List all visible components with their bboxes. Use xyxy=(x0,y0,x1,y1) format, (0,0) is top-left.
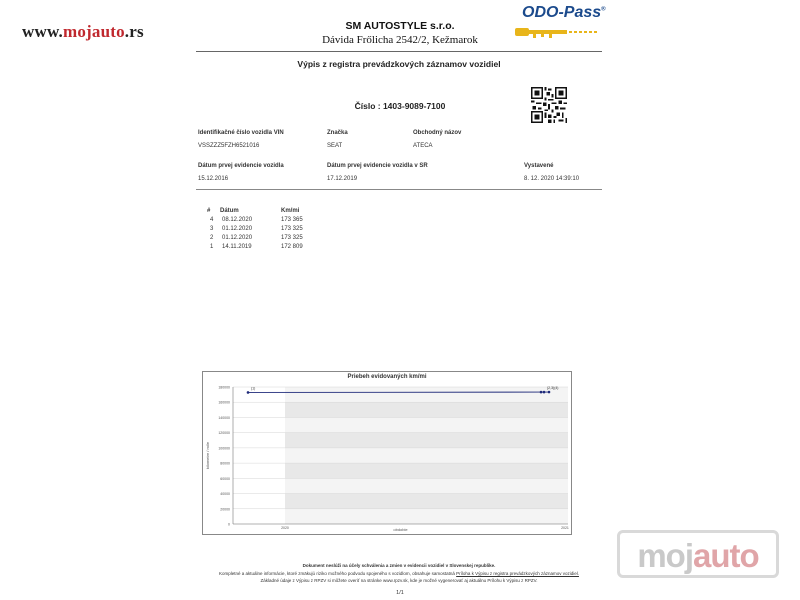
watermark-part1: moj xyxy=(637,537,693,574)
company-address: Dávida Frőlicha 2542/2, Kežmarok xyxy=(322,34,478,46)
cell-number: 3 xyxy=(210,226,214,232)
page-number: 1/1 xyxy=(396,590,404,596)
y-tick-label: 120000 xyxy=(218,431,230,436)
footer-verify: Základné údaje z Výpisu z RPZV si môžete overiť na stránke www.rpzv.sk, kde je možné vygenerovať aj aktuálnu Prílohu k Výpisu z RPZV. xyxy=(260,578,538,583)
footer-info xyxy=(166,571,632,576)
footer-attachment-link[interactable]: Príloha k Výpisu z registra prevádzkových záznamov vozidiel. xyxy=(456,571,579,576)
data-label: (1) xyxy=(251,386,256,391)
section-divider xyxy=(196,189,602,190)
x-tick-label: 2021 xyxy=(561,526,569,530)
cell-km: 173 365 xyxy=(281,217,303,223)
data-label: (2,3)(4) xyxy=(547,386,559,391)
x-axis-label: obdobie xyxy=(393,527,408,532)
issued-label: Vystavené xyxy=(524,163,554,169)
grid-band xyxy=(285,463,568,478)
column-header-date: Dátum xyxy=(220,208,239,214)
data-point xyxy=(543,391,546,394)
brand-label: Značka xyxy=(327,130,348,136)
y-tick-label: 180000 xyxy=(218,385,230,390)
odo-pass-logo-text: ODO-Pass xyxy=(522,4,602,21)
cell-number: 1 xyxy=(210,244,214,250)
first-registration-value: 15.12.2016 xyxy=(198,176,229,182)
cell-number: 4 xyxy=(210,217,214,223)
document-number: Číslo : 1403-9089-7100 xyxy=(354,101,446,111)
y-tick-label: 0 xyxy=(228,522,230,527)
footer-info-text: Kompletné a aktuálne informácie, ktoré zmäkujú riziko možného podvodu spojeného s vozidlom, obsahuje samostatná xyxy=(219,571,457,576)
y-tick-label: 100000 xyxy=(218,446,230,451)
model-value: ATECA xyxy=(413,143,433,149)
model-label: Obchodný názov xyxy=(413,130,462,136)
cell-number: 2 xyxy=(210,235,214,241)
y-tick-label: 20000 xyxy=(220,507,230,512)
site-url-prefix: www. xyxy=(22,22,63,41)
key-icon xyxy=(513,24,603,40)
chart-title: Priebeh evidovaných km/mi xyxy=(347,374,427,380)
site-url-brand: mojauto xyxy=(62,22,125,41)
x-tick-label: 2020 xyxy=(281,526,289,530)
y-tick-label: 140000 xyxy=(218,415,230,420)
chart-plot xyxy=(203,372,573,536)
brand-value: SEAT xyxy=(327,143,343,149)
cell-date: 01.12.2020 xyxy=(222,235,253,241)
watermark-logo xyxy=(617,530,779,578)
data-point xyxy=(548,391,551,394)
column-header-number: # xyxy=(207,208,211,214)
y-tick-label: 80000 xyxy=(220,461,230,466)
data-point xyxy=(247,391,250,394)
issued-value: 8. 12. 2020 14:39:10 xyxy=(524,176,580,182)
watermark-part2: auto xyxy=(693,537,759,574)
footer-disclaimer: Dokument neslúži na účely schválenia a zmien v evidencii vozidiel v Slovenskej republike. xyxy=(302,563,496,568)
cell-km: 173 325 xyxy=(281,226,303,232)
document-title: Výpis z registra prevádzkových záznamov vozidiel xyxy=(297,59,501,69)
cell-date: 14.11.2019 xyxy=(222,244,252,250)
vin-label: Identifikačné číslo vozidla VIN xyxy=(198,130,284,136)
y-tick-label: 60000 xyxy=(220,476,230,481)
grid-band xyxy=(285,494,568,509)
site-url[interactable] xyxy=(22,22,144,42)
first-registration-sr-label: Dátum prvej evidencie vozidla v SR xyxy=(327,163,428,169)
data-point xyxy=(540,391,543,394)
grid-band xyxy=(285,402,568,417)
qr-code-icon xyxy=(531,87,567,123)
odo-pass-logo xyxy=(522,4,606,22)
column-header-km: Km/mi xyxy=(281,208,300,214)
grid-band xyxy=(285,433,568,448)
cell-date: 01.12.2020 xyxy=(222,226,253,232)
cell-km: 173 325 xyxy=(281,235,303,241)
header-divider xyxy=(196,51,602,52)
y-tick-label: 40000 xyxy=(220,492,230,497)
company-name: SM AUTOSTYLE s.r.o. xyxy=(345,20,455,32)
site-url-suffix: .rs xyxy=(124,22,144,41)
registered-mark: ® xyxy=(601,6,606,13)
cell-date: 08.12.2020 xyxy=(222,217,253,223)
vin-value: VSSZZZ5FZH6521016 xyxy=(198,143,260,149)
odometer-chart xyxy=(202,371,572,535)
first-registration-sr-value: 17.12.2019 xyxy=(327,176,358,182)
y-tick-label: 160000 xyxy=(218,400,230,405)
y-axis-label: kilometre / míle xyxy=(205,441,210,470)
first-registration-label: Dátum prvej evidencie vozidla xyxy=(198,163,284,169)
cell-km: 172 809 xyxy=(281,244,303,250)
plot-pre-period xyxy=(233,387,285,524)
